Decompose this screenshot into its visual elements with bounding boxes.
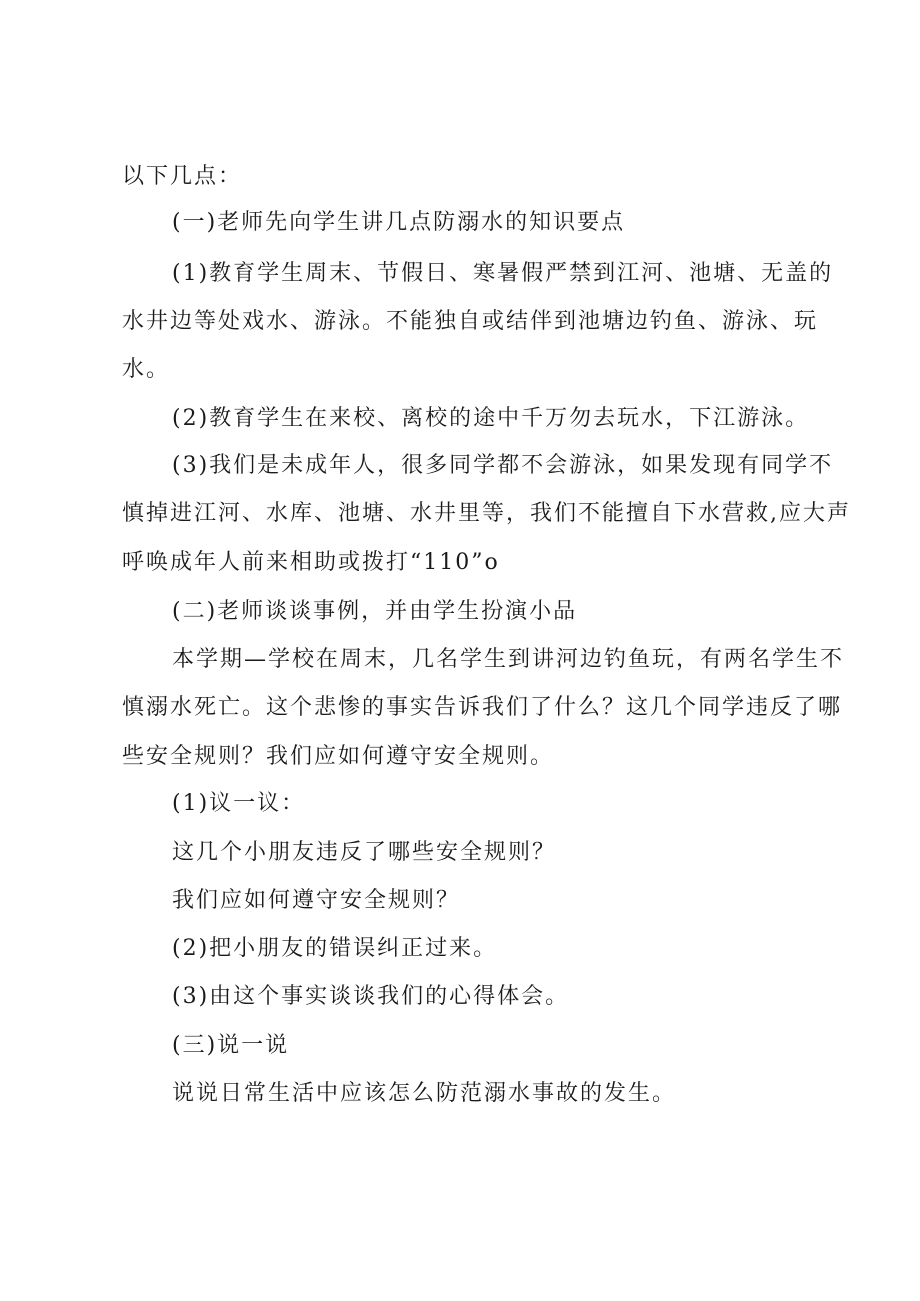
section-heading: (二)老师谈谈事例，并由学生扮演小品 (172, 599, 578, 624)
text-line: 这几个小朋友违反了哪些安全规则？ (172, 840, 557, 865)
text-line: (3)由这个事实谈谈我们的心得体会。 (172, 984, 570, 1009)
text-line: 说说日常生活中应该怎么防范溺水事故的发生。 (172, 1081, 677, 1106)
text-line: 呼唤成年人前来相助或拨打“110”o (122, 550, 500, 575)
section-heading: (三)说一说 (172, 1033, 290, 1058)
text-line: 本学期—学校在周末，几名学生到讲河边钓鱼玩，有两名学生不 (172, 647, 845, 672)
text-line: (2)教育学生在来校、离校的途中千万勿去玩水，下江游泳。 (172, 406, 810, 431)
text-line: 以下几点： (122, 164, 243, 189)
text-line: 我们应如何遵守安全规则？ (172, 888, 461, 913)
text-line: (1)教育学生周末、节假日、寒暑假严禁到江河、池塘、无盖的 (172, 261, 834, 286)
text-line: (3)我们是未成年人，很多同学都不会游泳，如果发现有同学不 (172, 453, 834, 478)
text-line: 慎掉进江河、水库、池塘、水井里等，我们不能擅自下水营救,应大声 (122, 501, 851, 526)
text-line: 些安全规则？我们应如何遵守安全规则。 (122, 744, 555, 769)
text-line: 慎溺水死亡。这个悲惨的事实告诉我们了什么？这几个同学违反了哪 (122, 695, 843, 720)
section-heading: (一)老师先向学生讲几点防溺水的知识要点 (172, 210, 626, 235)
text-line: (2)把小朋友的错误纠正过来。 (172, 936, 498, 961)
text-line: 水井边等处戏水、游泳。不能独自或结伴到池塘边钓鱼、游泳、玩 (122, 309, 819, 334)
text-line: (1)议一议： (172, 791, 306, 816)
text-line: 水。 (122, 357, 171, 382)
